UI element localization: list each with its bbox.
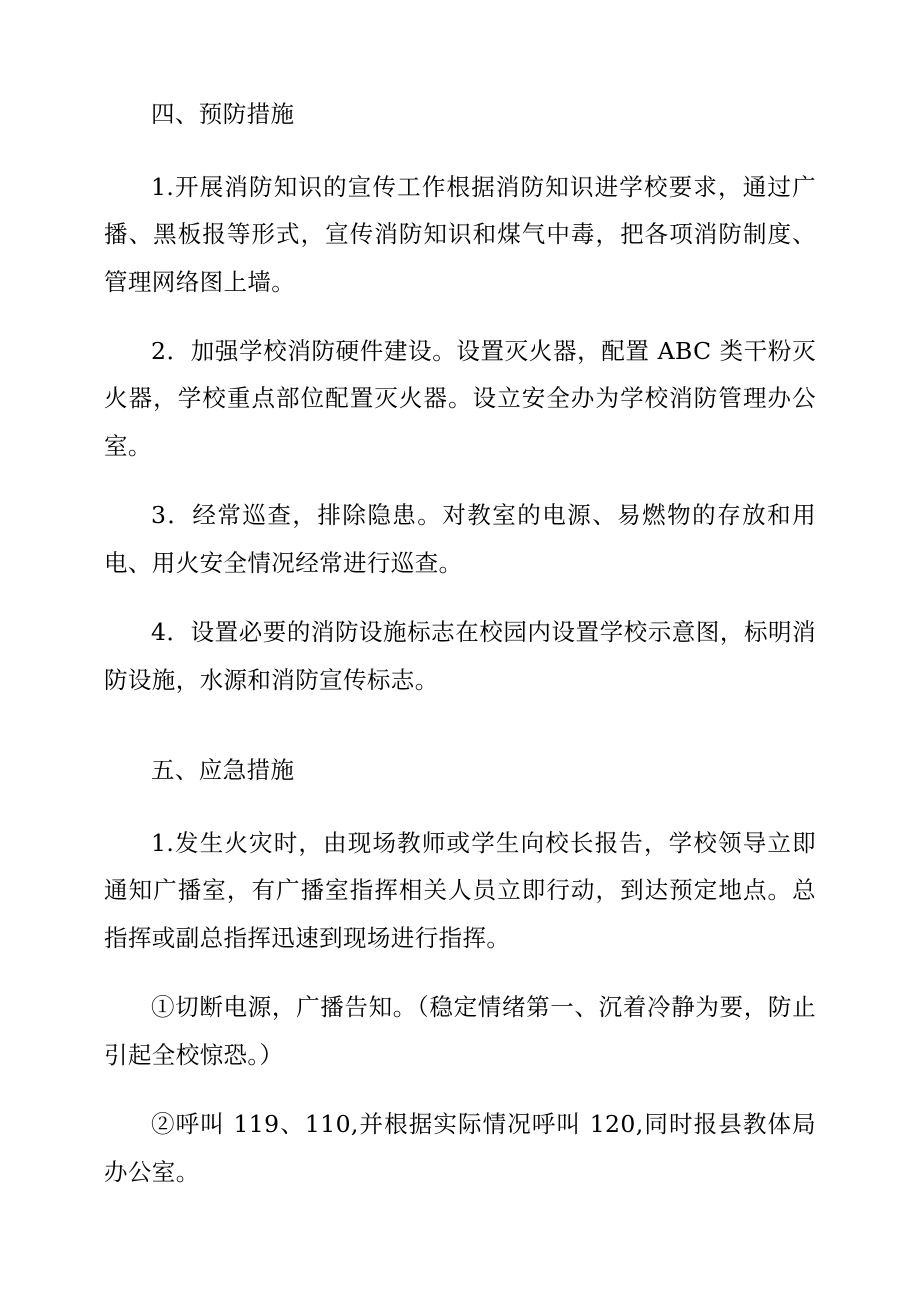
paragraph: ②呼叫 119、110,并根据实际情况呼叫 120,同时报县教体局办公室。 (104, 1110, 816, 1186)
paragraph: 1.发生火灾时，由现场教师或学生向校长报告，学校领导立即通知广播室，有广播室指挥相关人员立即行动，到达预定地点。总指挥或副总指挥迅速到现场进行指挥。 (104, 828, 816, 952)
paragraph: 2．加强学校消防硬件建设。设置灭火器，配置 ABC 类干粉灭火器，学校重点部位配置灭火器。设立安全办为学校消防管理办公室。 (104, 337, 816, 460)
document-body (104, 96, 816, 1196)
section-spacer (104, 726, 816, 752)
paragraph: ①切断电源，广播告知。（稳定情绪第一、沉着冷静为要，防止引起全校惊恐。） (104, 993, 816, 1069)
paragraph: 3．经常巡查，排除隐患。对教室的电源、易燃物的存放和用电、用火安全情况经常进行巡查。 (104, 501, 816, 577)
paragraph: 4．设置必要的消防设施标志在校园内设置学校示意图，标明消防设施，水源和消防宣传标志。 (104, 618, 816, 694)
paragraph: 1.开展消防知识的宣传工作根据消防知识进学校要求，通过广播、黑板报等形式，宣传消防知识和煤气中毒，把各项消防制度、管理网络图上墙。 (104, 172, 816, 296)
section-heading-five: 五、应急措施 (151, 756, 295, 785)
section-heading-four: 四、预防措施 (151, 100, 295, 128)
